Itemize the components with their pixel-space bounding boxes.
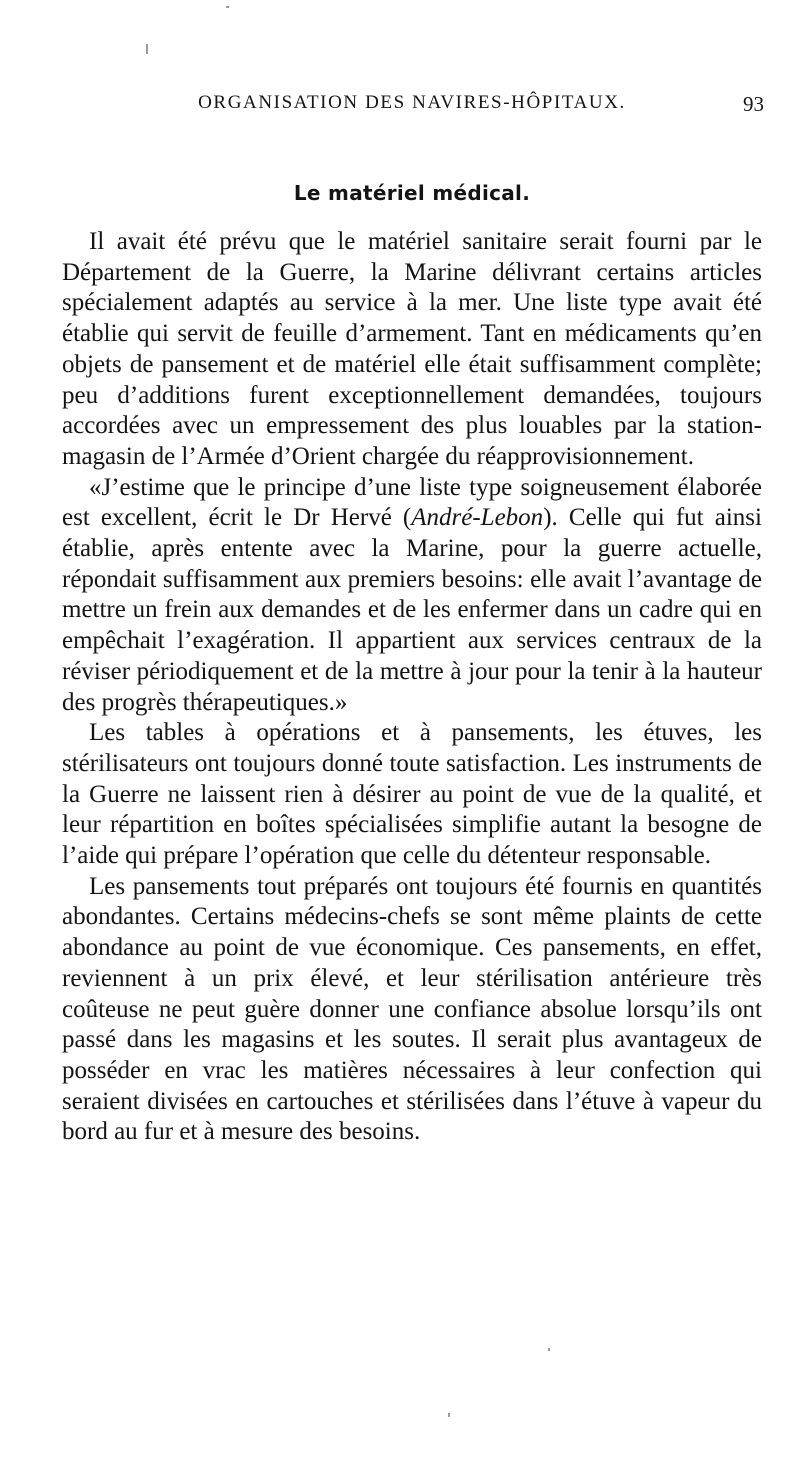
running-title: ORGANISATION DES NAVIRES-HÔPITAUX.: [198, 92, 626, 113]
quote-text-before: «J’estime que le principe d’une liste type soigneusement élaborée est excellent, écrit le Dr Hervé (: [62, 473, 762, 532]
scan-speck: [146, 44, 148, 54]
paragraph: Il avait été prévu que le matériel sanitaire serait fourni par le Département de la Guerre, la Marine délivrant certains articles spécialement adaptés au service à la mer. Une liste type avait été établie qui servit de feuille d’armement. Tant en médicaments qu’en objets de pansement et de matériel elle était suffisamment complète; peu d’additions furent exceptionnellement demandées, toujours accordées avec un empressement des plus louables par la station-magasin de l’Armée d’Orient chargée du réapprovisionnement.: [62, 228, 762, 470]
paragraph: Les pansements tout préparés ont toujours été fournis en quantités abondantes. Certains médecins-chefs se sont même plaints de cette abondance au point de vue économique. Ces pansements, en effet, reviennent à un prix élevé, et leur stérilisation antérieure très coûteuse ne peut guère donner une confiance absolue lorsqu’ils ont passé dans les magasins et les soutes. Il serait plus avantageux de posséder en vrac les matières nécessaires à leur confection qui seraient divisées en cartouches et stérilisées dans l’étuve à vapeur du bord au fur et à mesure des besoins.: [62, 872, 762, 1146]
section-title: Le matériel médical.: [293, 181, 531, 205]
scan-speck: [548, 1348, 550, 1351]
body-text: [62, 227, 762, 1148]
paragraph: Les tables à opérations et à pansements, les étuves, les stérilisateurs ont toujours donné toute satisfaction. Les instruments de la Guerre ne laissent rien à désirer au point de vue de la qualité, et leur répartition en boîtes spécialisées simplifie autant la besogne de l’aide qui prépare l’opération que celle du détenteur responsable.: [62, 719, 762, 870]
scan-speck: [448, 1413, 450, 1417]
page-number: 93: [743, 92, 764, 116]
quoted-paragraph: [62, 473, 762, 719]
scan-speck: [226, 6, 229, 8]
running-header: [60, 92, 764, 122]
quote-text-after: ). Celle qui fut ainsi établie, après entente avec la Marine, pour la guerre actuelle, répondait suffisamment aux premiers besoins: elle avait l’avantage de mettre un frein aux demandes et de les enfermer dans un cadre qui en empêchait l’exagération. Il appartient aux services centraux de la réviser périodiquement et de la mettre à jour pour la tenir à la hauteur des progrès thérapeutiques.»: [62, 504, 762, 716]
author-name: André-Lebon: [411, 504, 544, 532]
